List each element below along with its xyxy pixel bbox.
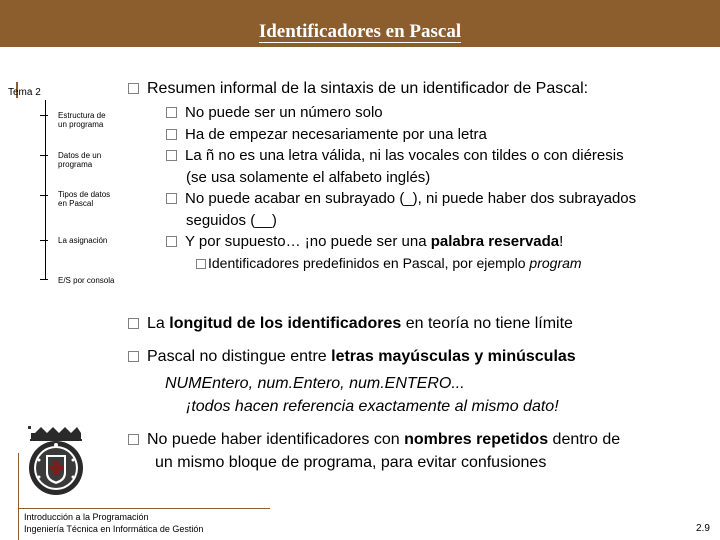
footer-course: Introducción a la Programación: [24, 512, 149, 522]
checkbox-bullet-icon: [166, 193, 177, 204]
sidebar-tick: [40, 115, 48, 116]
checkbox-bullet-icon: [128, 83, 139, 94]
sidebar-item-label: en Pascal: [58, 199, 94, 208]
checkbox-bullet-icon: [166, 150, 177, 161]
checkbox-bullet-icon: [128, 434, 139, 445]
list-item-continuation: (se usa solamente el alfabeto inglés): [186, 168, 431, 186]
footer-vertical-line: [18, 453, 19, 540]
sidebar-tick: [40, 240, 48, 241]
checkbox-bullet-icon: [196, 259, 206, 269]
list-item: La ñ no es una letra válida, ni las vocales con tildes o con diéresis: [166, 145, 636, 167]
footer-horizontal-line: [18, 508, 270, 509]
sidebar-item-es-consola[interactable]: [58, 276, 114, 285]
length-bullet: La longitud de los identificadores en teoría no tiene límite: [128, 313, 573, 335]
list-item: No puede acabar en subrayado (_), ni puede haber dos subrayados: [166, 188, 636, 210]
sidebar-item-label: Datos de un: [58, 151, 102, 160]
sidebar-tick: [40, 195, 48, 196]
university-seal-icon: [27, 425, 85, 499]
checkbox-bullet-icon: [128, 318, 139, 329]
sidebar-item-tipos[interactable]: [58, 190, 110, 208]
sidebar-item-label: programa: [58, 160, 93, 169]
sub-list-item: Identificadores predefinidos en Pascal, por ejemplo program: [166, 253, 636, 275]
case-bullet: Pascal no distingue entre letras mayúsculas y minúsculas: [128, 346, 576, 368]
sidebar-item-estructura[interactable]: [58, 111, 106, 129]
repeat-bullet-line2: un mismo bloque de programa, para evitar confusiones: [155, 454, 547, 471]
case-example: NUMEntero, num.Entero, num.ENTERO...: [165, 375, 465, 392]
page-number: 2.9: [696, 523, 710, 534]
checkbox-bullet-icon: [166, 236, 177, 247]
university-seal-logo: [27, 425, 85, 499]
rules-list: [166, 102, 636, 274]
list-item: Ha de empezar necesariamente por una letra: [166, 124, 636, 146]
sidebar-item-label: La asignación: [58, 236, 108, 245]
footer-degree: Ingeniería Técnica en Informática de Gestión: [24, 524, 204, 534]
slide-title: Identificadores en Pascal: [258, 21, 462, 42]
sidebar-tema-label: Tema 2: [8, 87, 41, 98]
summary-heading: Resumen informal de la sintaxis de un identificador de Pascal:: [128, 78, 588, 100]
checkbox-bullet-icon: [166, 129, 177, 140]
sidebar-item-label: E/S por consola: [58, 276, 115, 285]
sidebar-tick: [40, 155, 48, 156]
case-note: ¡todos hacen referencia exactamente al mismo dato!: [186, 398, 559, 415]
list-item: No puede ser un número solo: [166, 102, 636, 124]
sidebar-item-label: Tipos de datos: [58, 190, 111, 199]
checkbox-bullet-icon: [128, 351, 139, 362]
sidebar-item-label: Estructura de: [58, 111, 106, 120]
list-item: Y por supuesto… ¡no puede ser una palabra reservada!: [166, 231, 636, 253]
sidebar-vertical-line: [45, 100, 46, 280]
list-item-continuation: seguidos (__): [186, 211, 277, 229]
repeat-bullet: No puede haber identificadores con nombres repetidos dentro de: [128, 429, 620, 451]
checkbox-bullet-icon: [166, 107, 177, 118]
sidebar-tick: [40, 279, 48, 280]
sidebar-item-label: un programa: [58, 120, 104, 129]
sidebar-item-datos[interactable]: [58, 151, 101, 169]
sidebar-item-asignacion[interactable]: [58, 236, 107, 245]
